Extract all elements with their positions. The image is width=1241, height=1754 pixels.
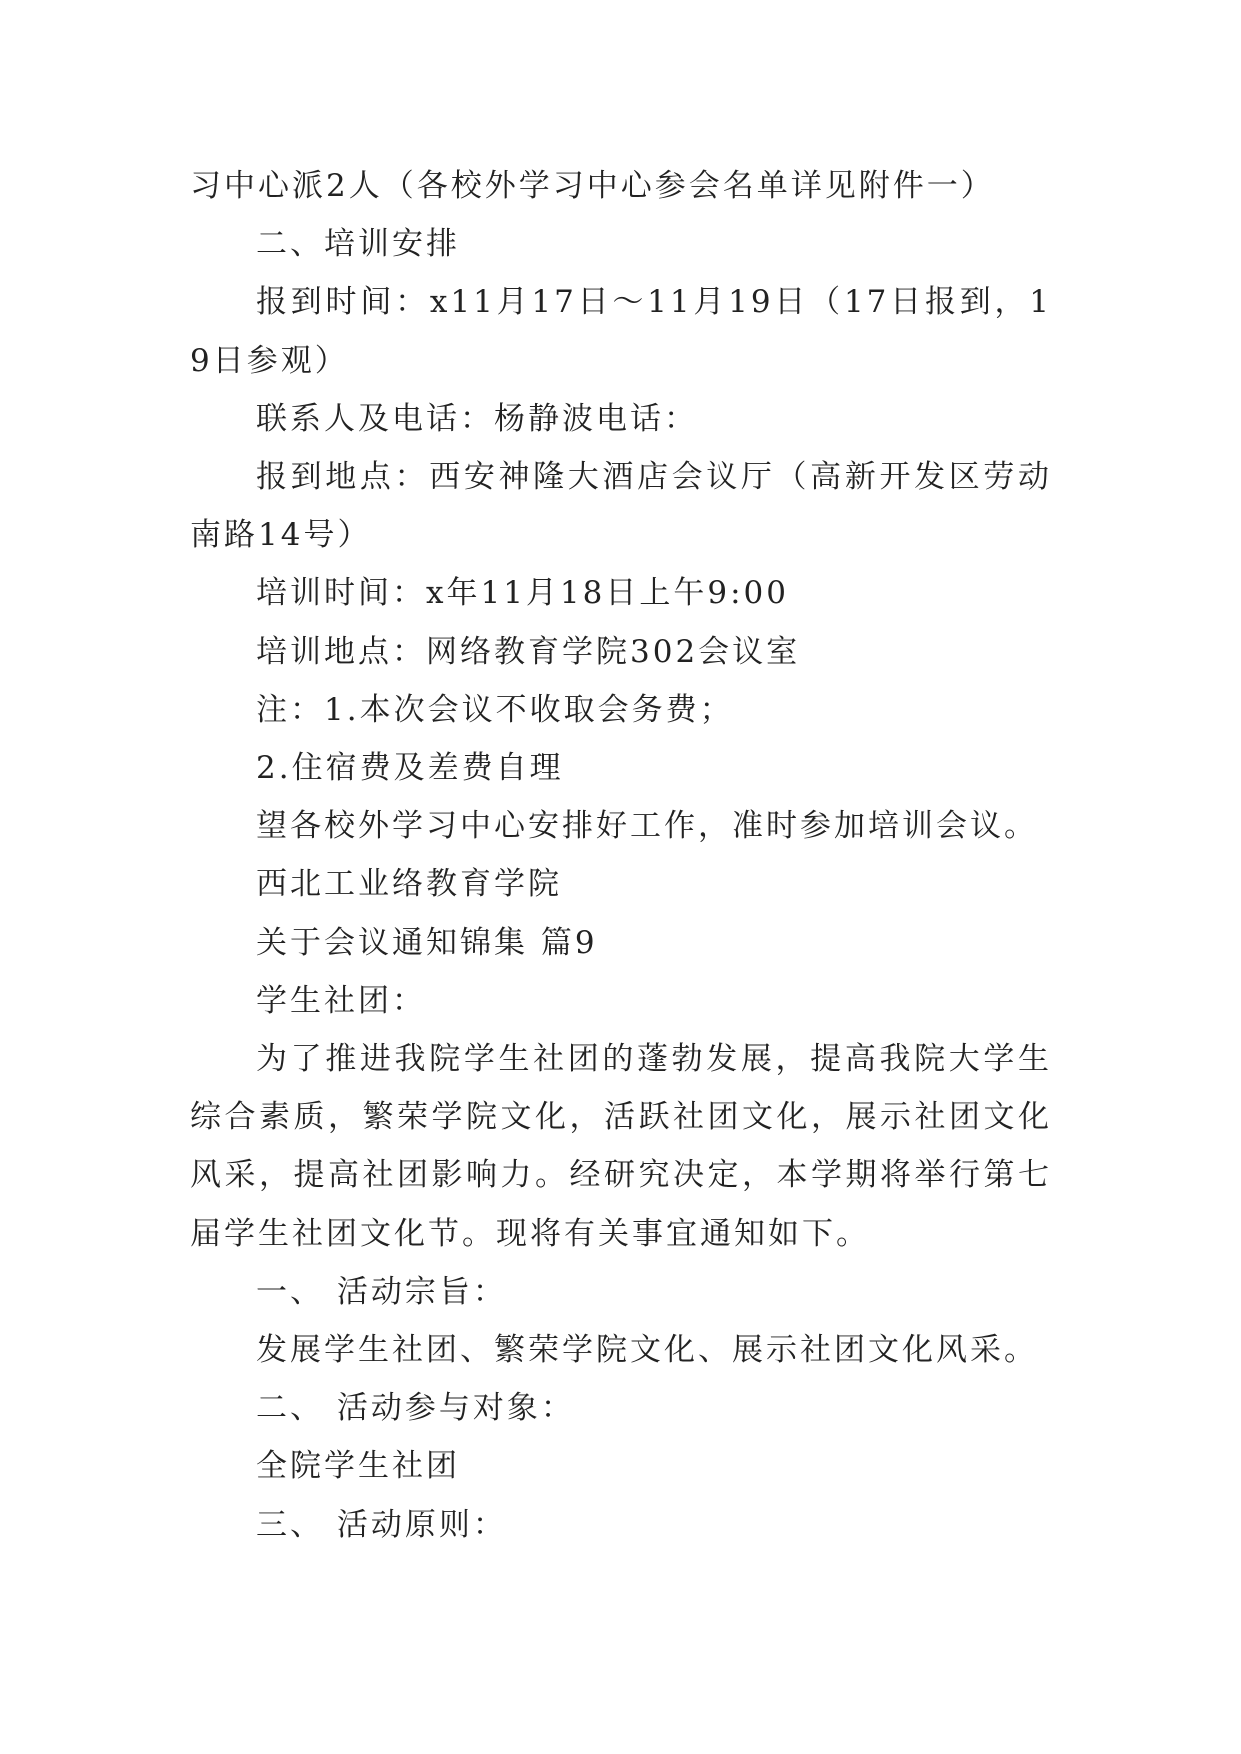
paragraph-salutation: 学生社团： [256,982,426,1019]
paragraph-training-location: 培训地点：网络教育学院302会议室 [256,633,801,670]
paragraph-training-time: 培训时间：x年11月18日上午9:00 [256,575,789,612]
heading-participants: 二、 活动参与对象： [256,1390,575,1427]
section-title: 关于会议通知锦集 篇9 [256,924,598,961]
paragraph-intro: 为了推进我院学生社团的蓬勃发展，提高我院大学生综合素质，繁荣学院文化，活跃社团文化，展示社团文化风采，提高社团影响力。经研究决定，本学期将举行第七届学生社团文化节。现将有关事宜通知如下。 [190,1041,1052,1252]
heading-activity-principles: 三、 活动原则： [256,1506,507,1543]
paragraph-participants: 全院学生社团 [256,1448,460,1485]
heading-training-arrangement: 二、培训安排 [256,226,460,263]
paragraph-signature: 西北工业络教育学院 [256,866,562,903]
paragraph-activity-purpose: 发展学生社团、繁荣学院文化、展示社团文化风采。 [256,1332,1038,1369]
paragraph-check-in-location: 报到地点：西安神隆大酒店会议厅（高新开发区劳动南路14号） [190,459,1052,554]
document-body [190,157,1052,1554]
paragraph-attendees: 习中心派2人（各校外学习中心参会名单详见附件一） [190,168,995,204]
paragraph-note-accommodation: 2.住宿费及差费自理 [256,750,564,787]
paragraph-check-in-time: 报到时间：x11月17日～11月19日（17日报到，19日参观） [190,284,1052,379]
paragraph-contact: 联系人及电话：杨静波电话： [256,400,698,437]
paragraph-request: 望各校外学习中心安排好工作，准时参加培训会议。 [256,808,1038,845]
heading-activity-purpose: 一、 活动宗旨： [256,1273,507,1310]
paragraph-note-fee: 注：1.本次会议不收取会务费； [256,691,734,728]
